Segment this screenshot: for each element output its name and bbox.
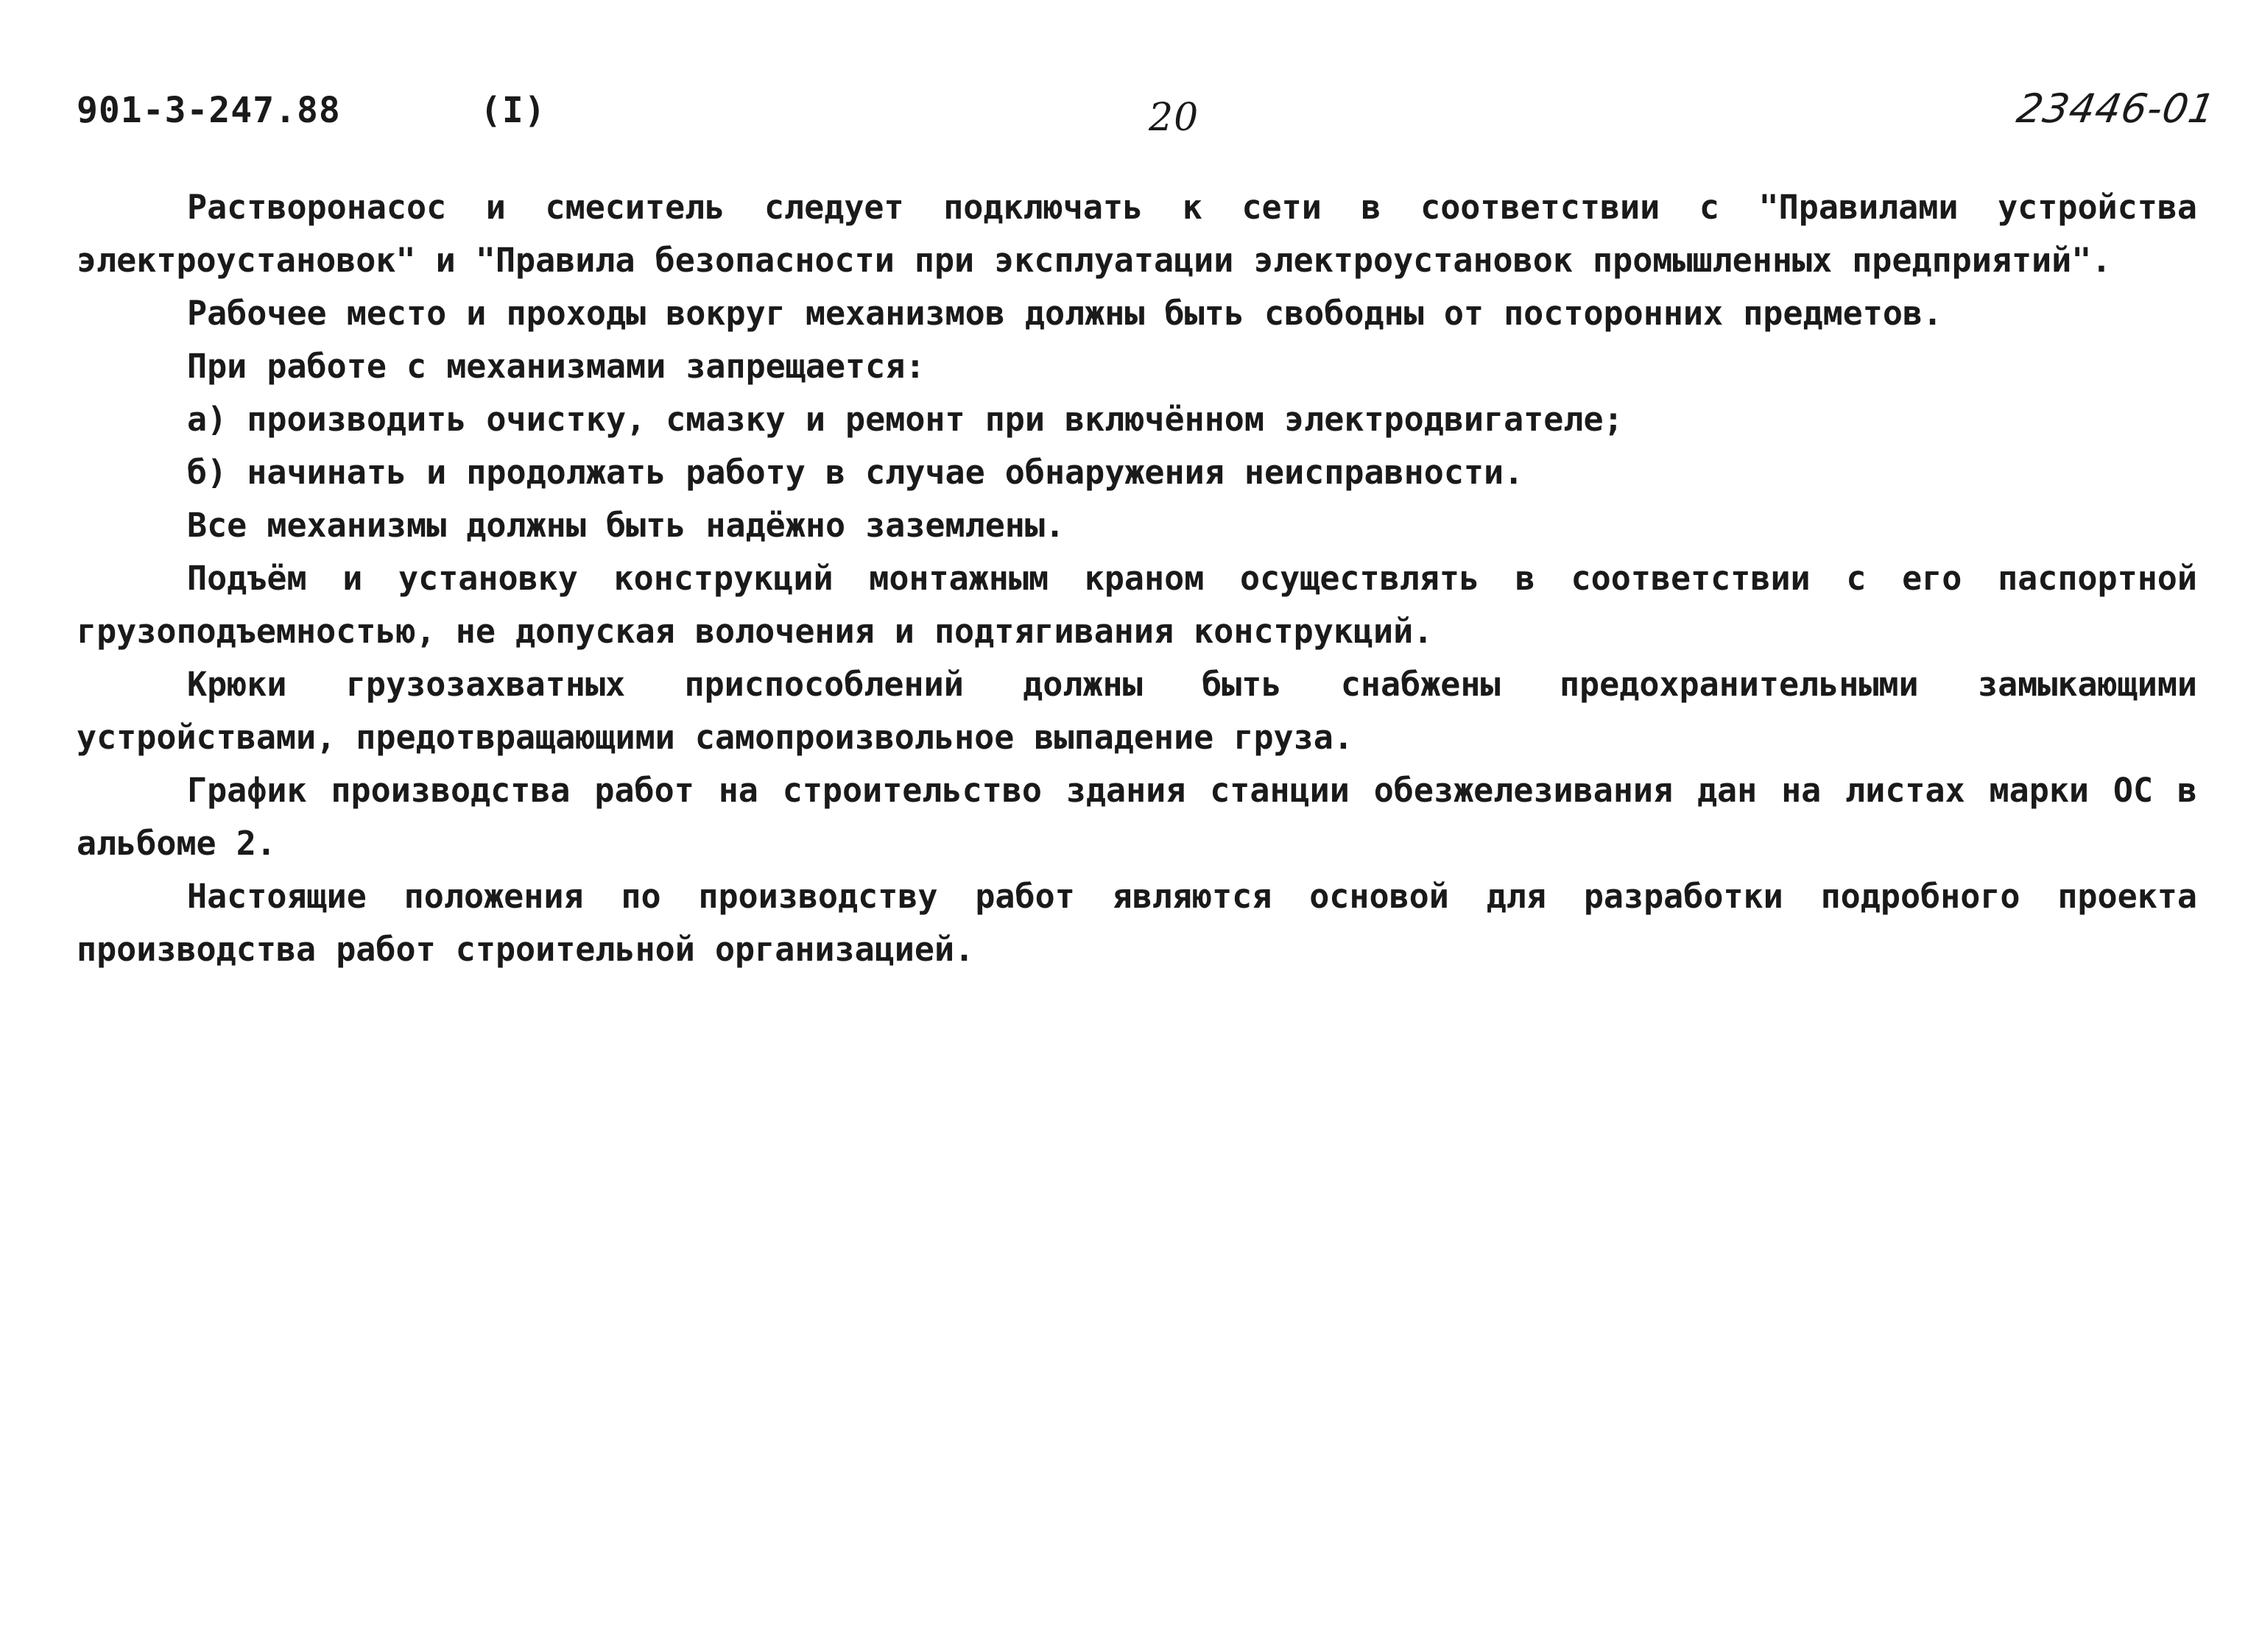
page-number: 20	[1149, 96, 1199, 140]
paragraph-item-a: а) производить очистку, смазку и ремонт при включённом электродвигателе;	[187, 400, 1624, 439]
paragraph-mixer-connection: Растворонасос и смеситель следует подключать к сети в соответствии с "Правилами устройства электроустановок" и "Правила безопасности при эксплуатации электроустановок промышленных предприятий".	[77, 188, 2197, 280]
paragraph-workplace: Рабочее место и проходы вокруг механизмов должны быть свободны от посторонних предметов.	[187, 294, 1943, 333]
body-text	[77, 181, 2197, 976]
paragraph-prohibitions: При работе с механизмами запрещается:	[187, 347, 926, 386]
document-part: (I)	[480, 90, 546, 131]
paragraph-schedule: График производства работ на строительство здания станции обезжелезивания дан на листах марки ОС в альбоме 2.	[77, 771, 2197, 863]
paragraph-hooks: Крюки грузозахватных приспособлений должны быть снабжены предохранительными замыкающими устройствами, предотвращающими самопроизвольное выпадение груза.	[77, 665, 2197, 757]
document-code: 901-3-247.88	[77, 90, 341, 131]
paragraph-item-b: б) начинать и продолжать работу в случае обнаружения неисправности.	[187, 453, 1524, 492]
paragraph-grounding: Все механизмы должны быть надёжно заземлены.	[187, 506, 1065, 545]
paragraph-crane: Подъём и установку конструкций монтажным краном осуществлять в соответствии с его паспортной грузоподъемностью, не допуская волочения и подтягивания конструкций.	[77, 559, 2197, 651]
inventory-number: 23446-01	[2013, 85, 2219, 132]
paragraph-conclusion: Настоящие положения по производству работ являются основой для разработки подробного проекта производства работ строительной организацией.	[77, 877, 2197, 969]
